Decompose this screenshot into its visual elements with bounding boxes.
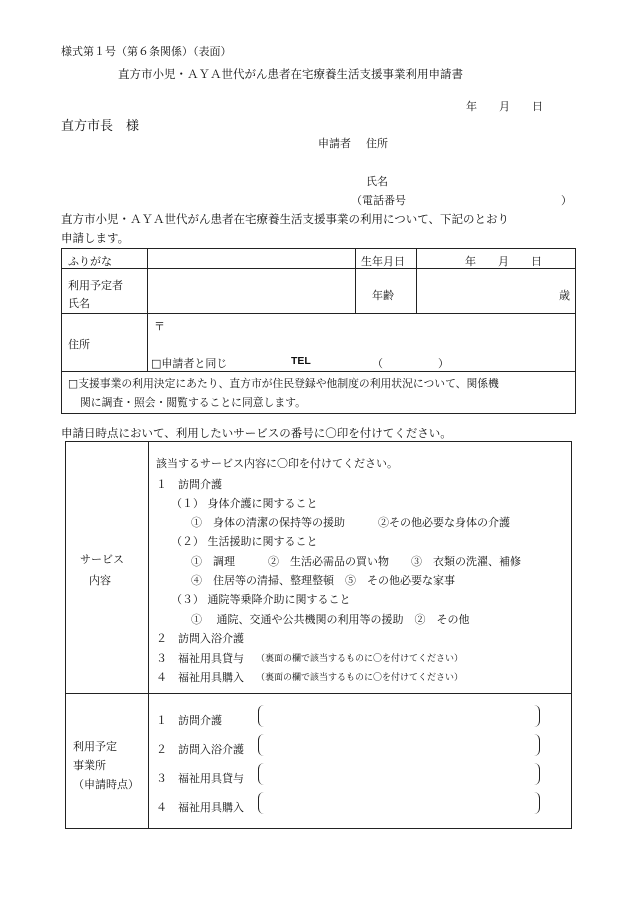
postal-mark: 〒 (154, 320, 165, 333)
intro-text-1: 直方市小児・ＡＹＡ世代がん患者在宅療養生活支援事業の利用について、下記のとおり (61, 212, 510, 226)
tel-input[interactable]: （ ） (372, 357, 449, 370)
furigana-label: ふりがな (68, 255, 112, 268)
provider-row-label: ４ 福祉用具購入 (156, 801, 244, 814)
provider-row-label: １ 訪問介護 (156, 714, 222, 727)
service-item[interactable]: （３） 通院等乗降介助に関すること (171, 593, 351, 606)
user-name-input[interactable] (150, 272, 352, 310)
service-item[interactable]: ① 通院、交通や公共機関の利用等の援助 ② その他 (191, 613, 470, 626)
tel-label: TEL (291, 355, 311, 367)
provider-row-label: ３ 福祉用具貸与 (156, 772, 244, 785)
provider-label-3: （申請時点） (73, 778, 139, 791)
rental-note: （裏面の欄で該当するものに〇を付けてください） (256, 654, 464, 664)
service-item[interactable]: ２ 訪問入浴介護 (156, 632, 244, 645)
dob-label: 生年月日 (361, 255, 405, 268)
age-unit: 歳 (559, 289, 570, 302)
date-field[interactable]: 年 月 日 (466, 100, 543, 113)
form-number: 様式第１号（第６条関係）（表面） (61, 45, 232, 58)
same-as-applicant-checkbox[interactable]: □申請者と同じ (151, 357, 228, 370)
service-label-2: 内容 (89, 574, 111, 587)
provider-row-label: ２ 訪問入浴介護 (156, 743, 244, 756)
intro-text-2: 申請します。 (61, 231, 130, 245)
age-label: 年齢 (372, 289, 394, 302)
service-item[interactable]: （２） 生活援助に関すること (171, 535, 318, 548)
service-item[interactable]: ４ 福祉用具購入 (156, 671, 244, 684)
provider-input[interactable] (258, 705, 540, 727)
provider-label-2: 事業所 (73, 759, 106, 772)
furigana-input[interactable] (150, 251, 352, 266)
form-title: 直方市小児・ＡＹＡ世代がん患者在宅療養生活支援事業利用申請書 (118, 67, 463, 81)
applicant-phone-close: ） (561, 194, 572, 207)
applicant-address-label: 住所 (366, 137, 388, 150)
service-intro: 申請日時点において、利用したいサービスの番号に〇印を付けてください。 (61, 426, 452, 440)
user-name-label-2: 氏名 (68, 297, 90, 310)
applicant-name-label: 氏名 (366, 175, 388, 188)
provider-input[interactable] (258, 763, 540, 785)
user-name-label-1: 利用予定者 (68, 279, 123, 292)
applicant-phone-label: （電話番号 (351, 194, 406, 207)
dob-field[interactable]: 年 月 日 (465, 255, 542, 268)
provider-input[interactable] (258, 792, 540, 814)
addressee: 直方市長 様 (61, 119, 140, 134)
consent-text-2: 関に調査・照会・閲覧することに同意します。 (80, 396, 306, 409)
provider-input[interactable] (258, 734, 540, 756)
service-instruction: 該当するサービス内容に〇印を付けてください。 (156, 457, 398, 470)
service-label-1: サービス (80, 553, 124, 566)
service-item[interactable]: ① 身体の清潔の保持等の援助 ②その他必要な身体の介護 (191, 516, 510, 529)
provider-label-1: 利用予定 (73, 740, 117, 753)
consent-checkbox[interactable]: □支援事業の利用決定にあたり、直方市が住民登録や他制度の利用状況について、関係機 (68, 377, 499, 390)
service-item[interactable]: （１） 身体介護に関すること (171, 497, 318, 510)
service-item[interactable]: １ 訪問介護 (156, 478, 222, 491)
service-item[interactable]: ④ 住居等の清掃、整理整頓 ⑤ その他必要な家事 (191, 574, 455, 587)
address-label: 住所 (68, 338, 90, 351)
purchase-note: （裏面の欄で該当するものに〇を付けてください） (256, 673, 464, 683)
applicant-label: 申請者 (318, 137, 351, 150)
service-item[interactable]: ① 調理 ② 生活必需品の買い物 ③ 衣類の洗濯、補修 (191, 555, 521, 568)
service-item[interactable]: ３ 福祉用具貸与 (156, 652, 244, 665)
